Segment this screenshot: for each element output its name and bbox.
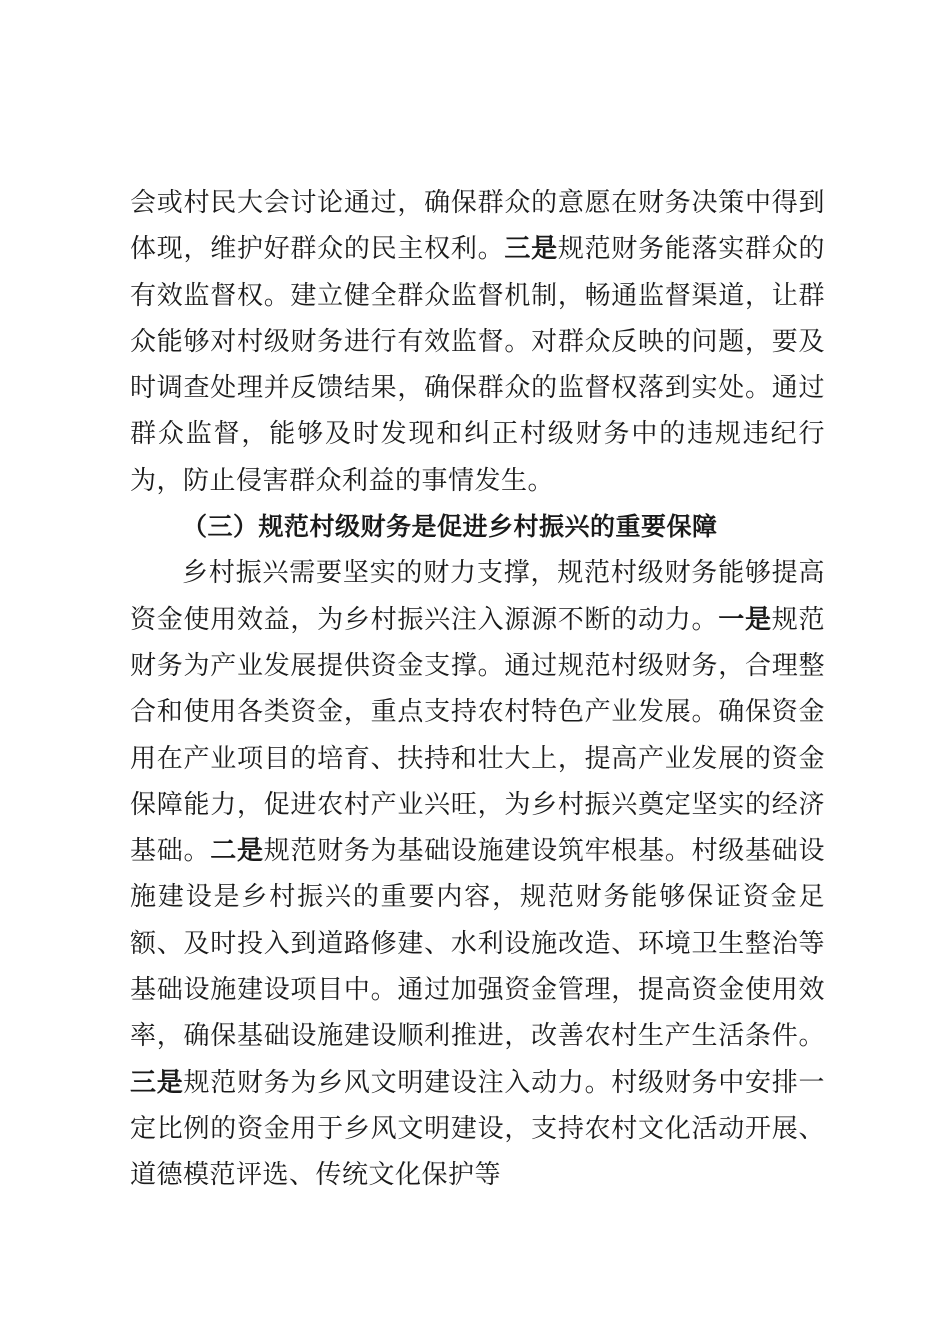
emphasis-label: 三是 [130,1067,184,1098]
emphasis-label: 二是 [210,836,264,867]
paragraph-text: 会或村民大会讨论通过，确保群众的意愿在财务决策中得到体现，维护好群众的民主权利。 [130,188,825,265]
paragraph-text: 规范财务为基础设施建设筑牢根基。村级基础设施建设是乡村振兴的重要内容，规范财务能够保证资金足额、及时投入到道路修建、水利设施改造、环境卫生整治等基础设施建设项目中。通过加强资金管理，提高资金使用效率，确保基础设施建设顺利推进，改善农村生产生活条件。 [130,836,825,1052]
section-heading: （三）规范村级财务是促进乡村振兴的重要保障 [182,512,718,542]
paragraph-text: 乡村振兴需要坚实的财力支撑，规范村级财务能够提高资金使用效益，为乡村振兴注入源源不断的动力。 [130,558,825,635]
paragraph [130,550,825,1198]
paragraph-text: 规范财务能落实群众的有效监督权。建立健全群众监督机制，畅通监督渠道，让群众能够对村级财务进行有效监督。对群众反映的问题，要及时调查处理并反馈结果，确保群众的监督权落到实处。通过群众监督，能够及时发现和纠正村级财务中的违规违纪行为，防止侵害群众利益的事情发生。 [130,234,825,496]
document-body [130,180,825,1199]
paragraph-continued [130,180,825,504]
emphasis-label: 一是 [718,604,772,635]
paragraph-text: 规范财务为产业发展提供资金支撑。通过规范村级财务，合理整合和使用各类资金，重点支持农村特色产业发展。确保资金用在产业项目的培育、扶持和壮大上，提高产业发展的资金保障能力，促进农村产业兴旺，为乡村振兴奠定坚实的经济基础。 [130,604,825,867]
emphasis-label: 三是 [504,234,558,265]
paragraph-text: 规范财务为乡风文明建设注入动力。村级财务中安排一定比例的资金用于乡风文明建设，支持农村文化活动开展、道德模范评选、传统文化保护等 [130,1067,825,1191]
